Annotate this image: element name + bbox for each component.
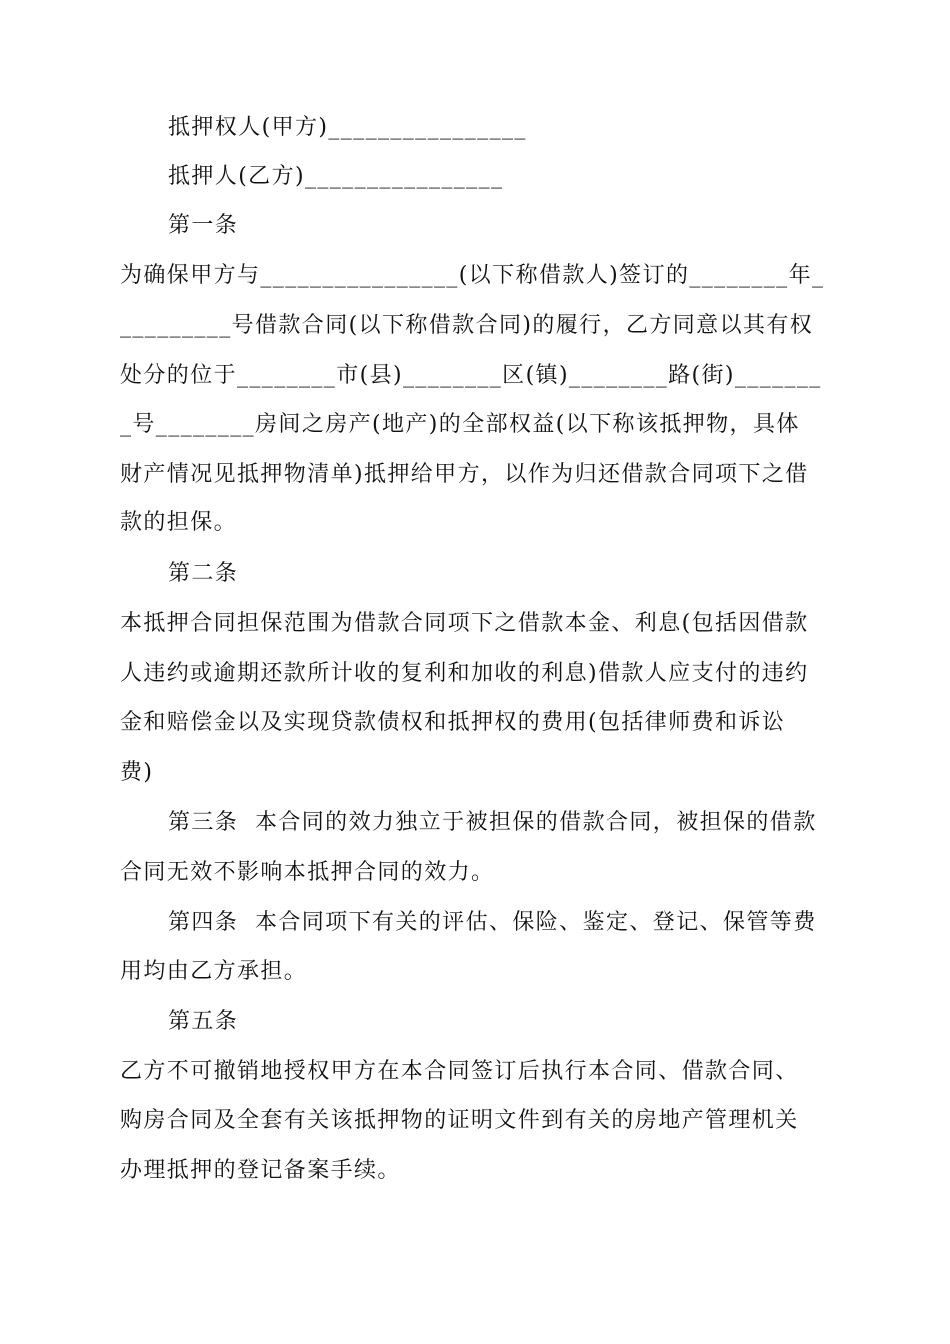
article3-line: 第三条 本合同的效力独立于被担保的借款合同，被担保的借款: [168, 810, 817, 835]
article2-line: 本抵押合同担保范围为借款合同项下之借款本金、利息(包括因借款: [120, 611, 809, 636]
article1-line: 款的担保。: [120, 510, 238, 535]
article1-line: 财产情况见抵押物清单)抵押给甲方，以作为归还借款合同项下之借: [120, 462, 809, 487]
article5-line: 办理抵押的登记备案手续。: [120, 1158, 401, 1183]
article5-line: 乙方不可撤销地授权甲方在本合同签订后执行本合同、借款合同、: [120, 1059, 799, 1084]
article1-line: 为确保甲方与________________(以下称借款人)签订的________年_: [120, 263, 825, 288]
article3-line: 合同无效不影响本抵押合同的效力。: [120, 860, 495, 885]
article4-line: 用均由乙方承担。: [120, 959, 308, 984]
article1-heading: 第一条: [168, 213, 239, 238]
article5-line: 购房合同及全套有关该抵押物的证明文件到有关的房地产管理机关: [120, 1108, 799, 1133]
article1-line: _号________房间之房产(地产)的全部权益(以下称该抵押物，具体: [120, 412, 800, 437]
article1-line: 处分的位于________市(县)________区(镇)________路(街)_______: [120, 363, 822, 388]
article5-heading: 第五条: [168, 1009, 239, 1034]
article2-line: 费): [120, 760, 154, 785]
article2-line: 人违约或逾期还款所计收的复利和加收的利息)借款人应支付的违约: [120, 661, 809, 686]
article2-line: 金和赔偿金以及实现贷款债权和抵押权的费用(包括律师费和诉讼: [120, 710, 786, 735]
mortgagor-line: 抵押人(乙方)________________: [168, 164, 504, 189]
article4-line: 第四条 本合同项下有关的评估、保险、鉴定、登记、保管等费: [168, 910, 817, 935]
mortgagee-line: 抵押权人(甲方)________________: [168, 115, 527, 140]
article2-heading: 第二条: [168, 561, 239, 586]
article1-line: _________号借款合同(以下称借款合同)的履行，乙方同意以其有权: [120, 313, 814, 338]
